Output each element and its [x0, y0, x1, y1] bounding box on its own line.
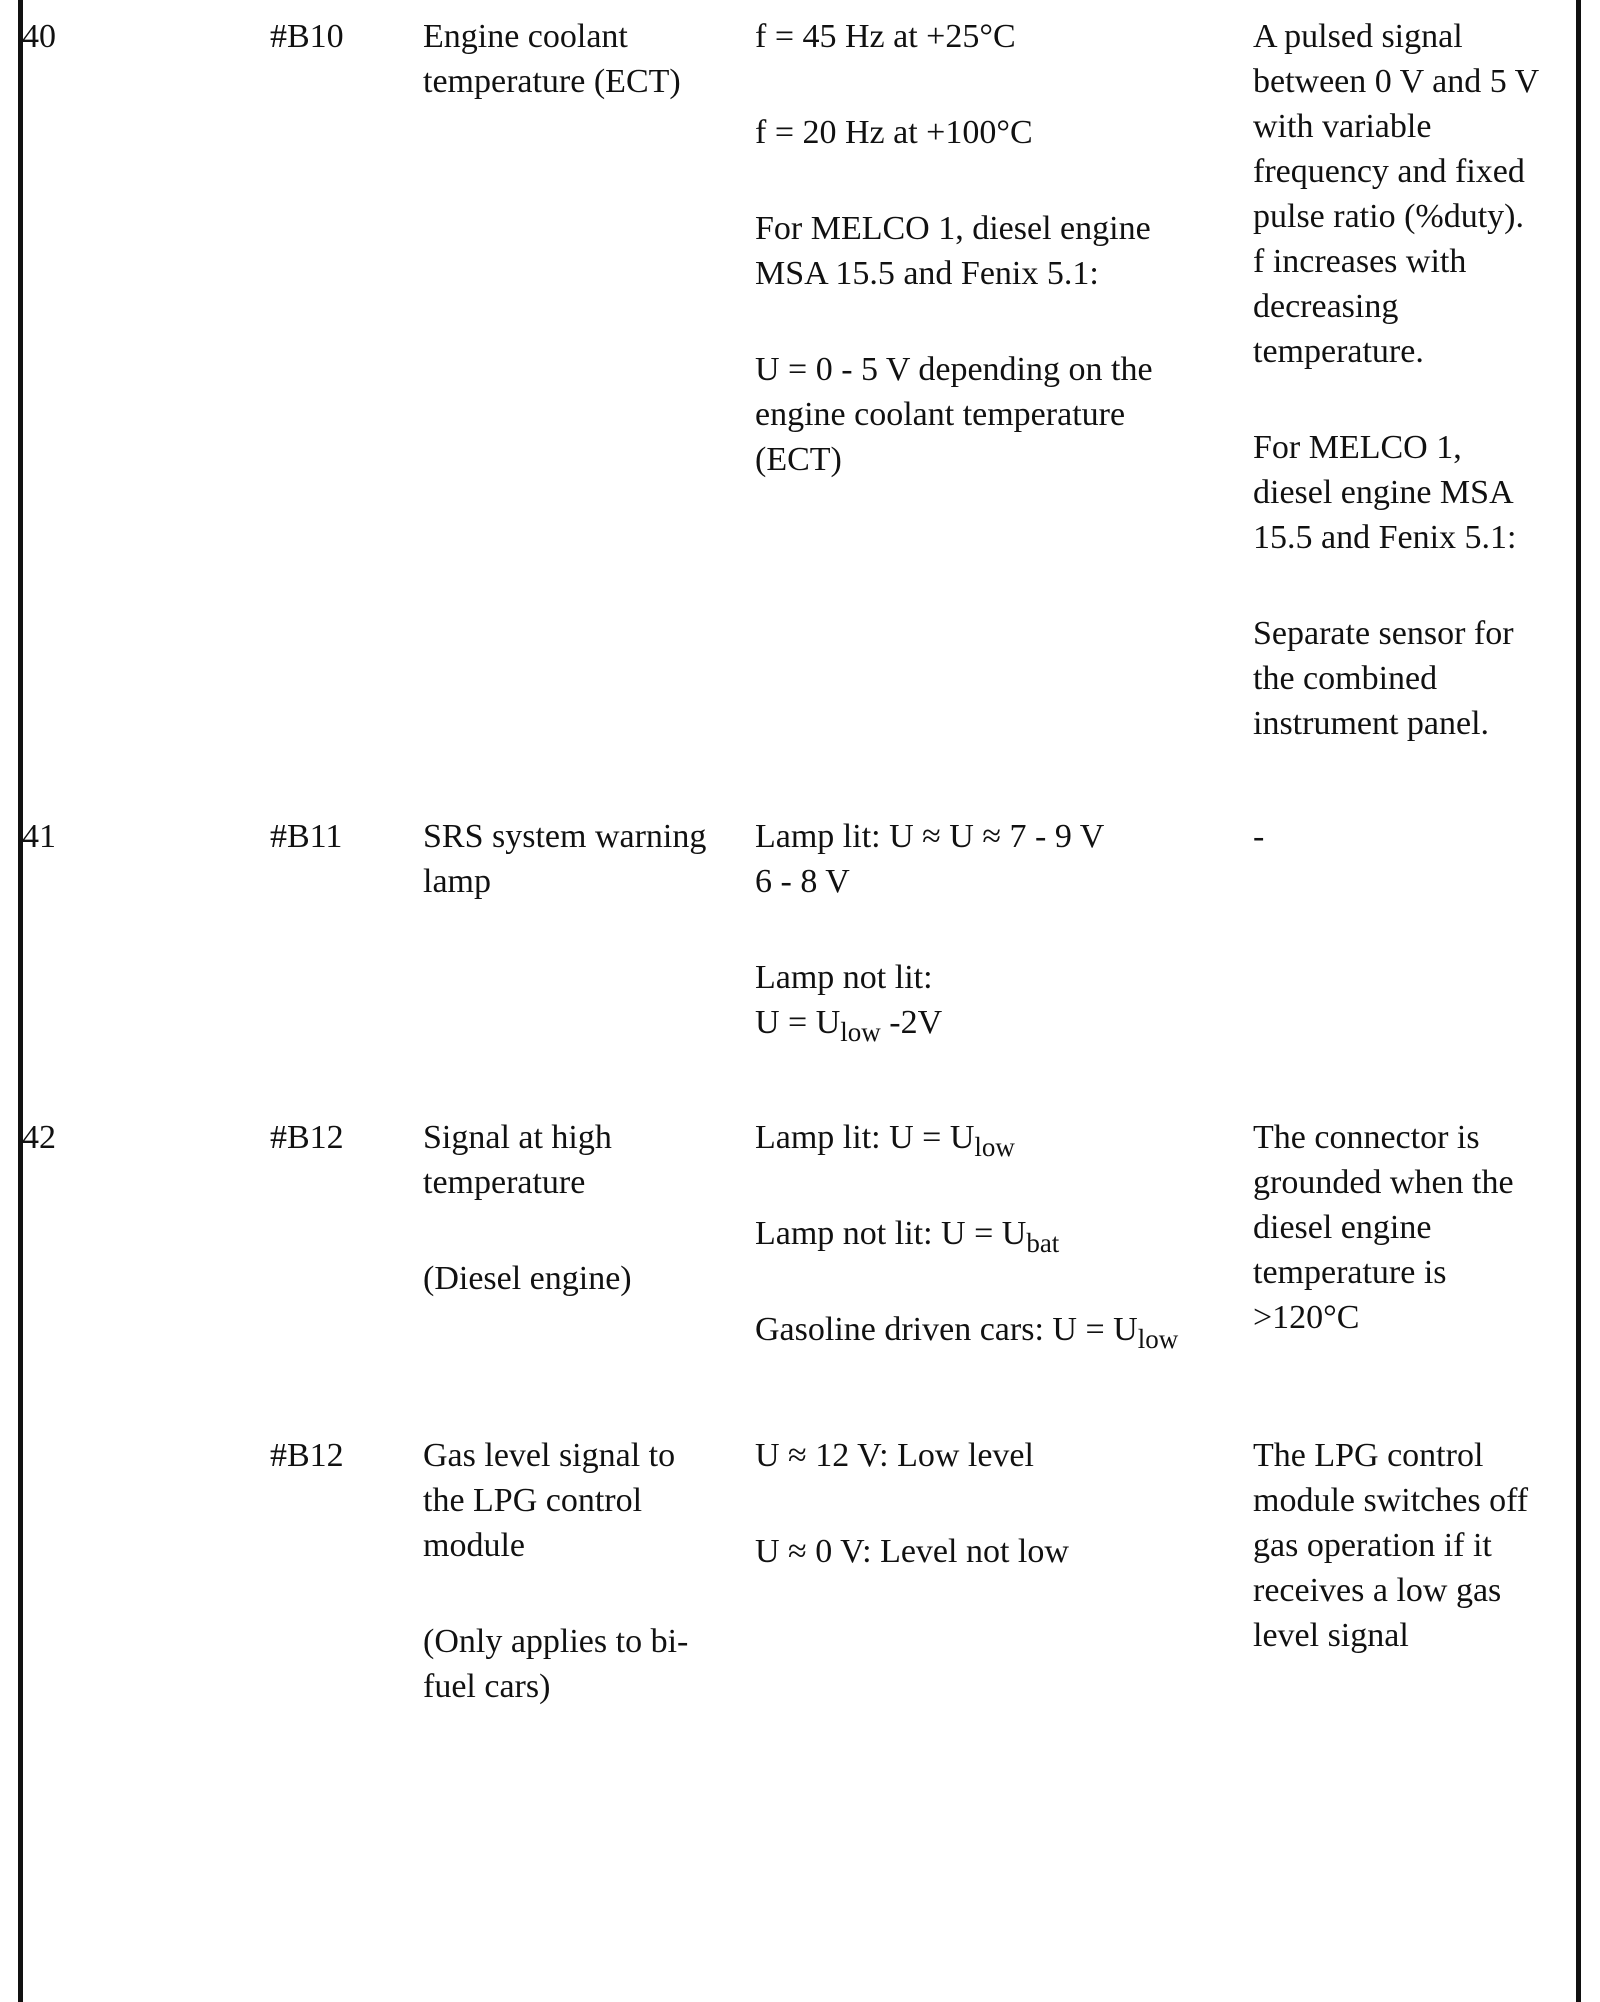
signal-note: A pulsed signal between 0 V and 5 V with variable frequency and fixed pulse ratio (%duty). f increases with decreasing temperature. For MELCO 1, diesel engine MSA 15.5 and Fenix 5.1: Separate sensor for the combined instrument panel. — [1253, 18, 1540, 742]
signal-description: Engine coolant temperature (ECT) — [423, 18, 681, 100]
pin-code: #B12 — [270, 1437, 344, 1474]
row-number: 41 — [22, 818, 56, 855]
signal-description: Gas level signal to the LPG control module (Only applies to bi- fuel cars) — [423, 1437, 689, 1705]
signal-values: Lamp lit: U ≈ U ≈ 7 - 9 V 6 - 8 V Lamp not lit: $U = U_{low}$ -2V — [755, 818, 1105, 1047]
pin-code: #B11 — [270, 818, 343, 855]
signal-values: U ≈ 12 V: Low level U ≈ 0 V: Level not low — [755, 1437, 1069, 1570]
signal-note: - — [1253, 818, 1265, 855]
pin-code: #B12 — [270, 1119, 344, 1156]
signal-description: Signal at high temperature (Diesel engine) — [423, 1119, 632, 1297]
signal-note: The LPG control module switches off gas operation if it receives a low gas level signal — [1253, 1437, 1529, 1654]
signal-description: SRS system warning lamp — [423, 818, 707, 900]
row-number: 42 — [22, 1119, 56, 1156]
table-left-border — [18, 0, 23, 2002]
signal-values: Lamp lit: $U = U_{low}$ Lamp not lit: $U = U_{bat}$ Gasoline driven cars: $U = U_{low}$ — [755, 1119, 1179, 1354]
table-right-border — [1576, 0, 1581, 2002]
signal-note: The connector is grounded when the diesel engine temperature is >120°C — [1253, 1119, 1514, 1336]
signal-values: f = 45 Hz at +25°C f = 20 Hz at +100°C For MELCO 1, diesel engine MSA 15.5 and Fenix 5.1: U = 0 - 5 V depending on the engine coolant temperature (ECT) — [755, 18, 1153, 478]
row-number: 40 — [22, 18, 56, 55]
pin-code: #B10 — [270, 18, 344, 55]
